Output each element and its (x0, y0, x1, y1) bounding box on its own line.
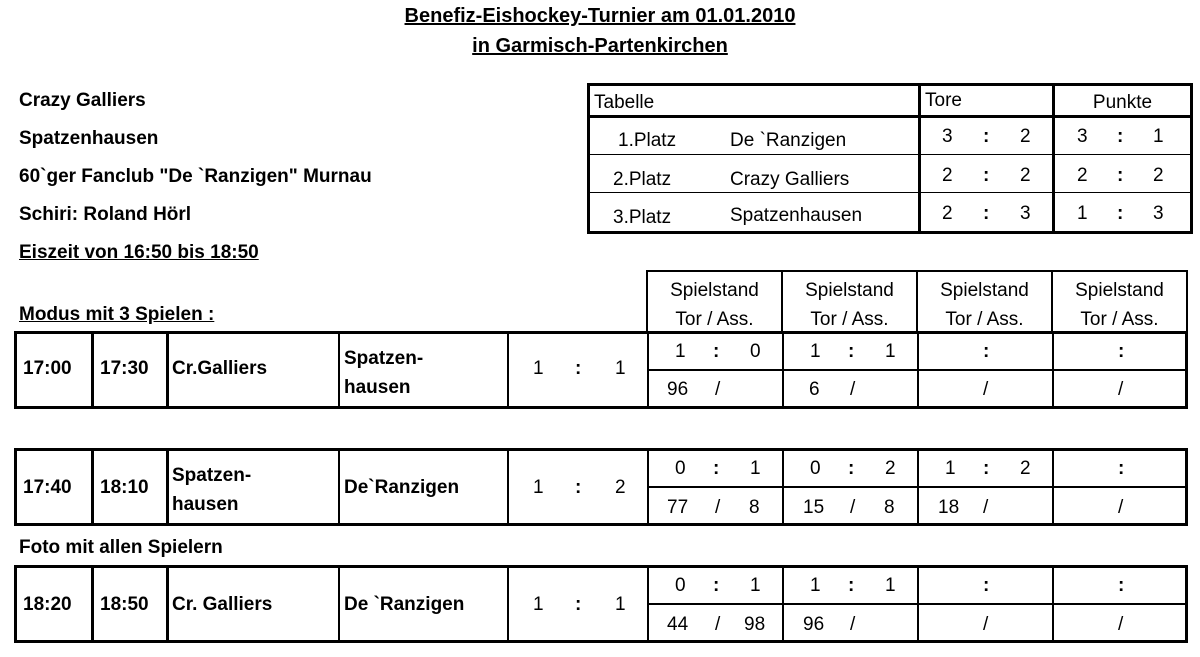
period-tor: 96 (667, 379, 689, 400)
period-slash: / (1118, 497, 1124, 518)
period-slash: / (715, 379, 721, 400)
period-colon: : (983, 575, 990, 596)
game-away-team: De`Ranzigen (344, 477, 460, 498)
period-tor: 6 (809, 379, 820, 400)
score-header-3: Spielstand Tor / Ass. (940, 280, 1029, 330)
score-header-4: Spielstand Tor / Ass. (1075, 280, 1164, 330)
table-colon: : (1117, 126, 1124, 147)
period-ass: 98 (744, 614, 766, 635)
period-colon: : (713, 575, 720, 596)
period-ass: 8 (884, 497, 895, 518)
game-end-time: 18:10 (100, 477, 149, 498)
score-header-2: Spielstand Tor / Ass. (805, 280, 894, 330)
standings-table (587, 83, 1193, 234)
table-team-3: Spatzenhausen (730, 205, 863, 226)
team-name-2: Spatzenhausen (19, 128, 159, 149)
period-slash: / (983, 379, 989, 400)
period-slash: / (1118, 614, 1124, 635)
period-slash: / (850, 379, 856, 400)
score-header-row (646, 270, 1188, 334)
period-colon: : (983, 341, 990, 362)
period-score-b: 1 (750, 575, 761, 596)
table-tore-a-2: 2 (942, 165, 953, 186)
period-slash: / (1118, 379, 1124, 400)
game-home-team: Spatzen- hausen (172, 465, 252, 515)
period-colon: : (848, 341, 855, 362)
game-start-time: 17:00 (23, 358, 72, 379)
table-team-1: De `Ranzigen (730, 130, 847, 151)
period-slash: / (715, 614, 721, 635)
game-row (14, 565, 1188, 643)
table-punkte-b-2: 2 (1153, 165, 1164, 186)
game-score-colon: : (575, 477, 582, 498)
period-slash: / (983, 497, 989, 518)
period-score-a: 1 (675, 341, 686, 362)
period-score-a: 1 (810, 341, 821, 362)
game-home-team: Cr.Galliers (172, 358, 268, 379)
period-score-b: 2 (885, 458, 896, 479)
period-score-b: 1 (885, 575, 896, 596)
table-tore-b-1: 2 (1020, 126, 1031, 147)
photo-label: Foto mit allen Spielern (19, 537, 223, 558)
period-colon: : (848, 575, 855, 596)
game-score-colon: : (575, 358, 582, 379)
period-tor: 18 (938, 497, 960, 518)
game-end-time: 17:30 (100, 358, 149, 379)
table-tore-b-2: 2 (1020, 165, 1031, 186)
period-slash: / (715, 497, 721, 518)
period-colon: : (713, 458, 720, 479)
game-score-a: 1 (533, 358, 544, 379)
period-colon: : (983, 458, 990, 479)
period-slash: / (850, 614, 856, 635)
table-punkte-a-2: 2 (1077, 165, 1088, 186)
game-score-b: 1 (615, 594, 626, 615)
period-score-a: 0 (675, 575, 686, 596)
game-row (14, 331, 1188, 409)
table-colon: : (983, 126, 990, 147)
referee-label: Schiri: Roland Hörl (19, 204, 192, 225)
period-score-a: 1 (810, 575, 821, 596)
period-colon: : (1118, 341, 1125, 362)
period-tor: 96 (803, 614, 825, 635)
period-score-a: 1 (945, 458, 956, 479)
table-colon: : (983, 165, 990, 186)
period-slash: / (850, 497, 856, 518)
table-tore-a-1: 3 (942, 126, 953, 147)
table-place-2: 2.Platz (613, 169, 672, 190)
mode-label: Modus mit 3 Spielen : (19, 304, 215, 325)
period-score-b: 1 (885, 341, 896, 362)
score-header-1: Spielstand Tor / Ass. (670, 280, 759, 330)
table-tore-a-3: 2 (942, 203, 953, 224)
table-punkte-a-3: 1 (1077, 203, 1088, 224)
table-team-2: Crazy Galliers (730, 169, 850, 190)
period-colon: : (1118, 575, 1125, 596)
team-name-1: Crazy Galliers (19, 90, 146, 111)
period-slash: / (983, 614, 989, 635)
game-score-a: 1 (533, 594, 544, 615)
page-title: Benefiz-Eishockey-Turnier am 01.01.2010 (404, 5, 796, 27)
game-start-time: 17:40 (23, 477, 72, 498)
page-subtitle: in Garmisch-Partenkirchen (472, 35, 728, 57)
period-score-b: 0 (750, 341, 761, 362)
game-away-team: De `Ranzigen (344, 594, 465, 615)
period-colon: : (848, 458, 855, 479)
period-ass: 8 (749, 497, 760, 518)
period-score-b: 1 (750, 458, 761, 479)
period-tor: 77 (667, 497, 689, 518)
table-punkte-a-1: 3 (1077, 126, 1088, 147)
game-start-time: 18:20 (23, 594, 72, 615)
table-colon: : (983, 203, 990, 224)
table-header-punkte: Punkte (1092, 92, 1153, 113)
game-score-b: 2 (615, 477, 626, 498)
table-header-tabelle: Tabelle (594, 92, 655, 113)
icetime-label: Eiszeit von 16:50 bis 18:50 (19, 242, 259, 263)
game-score-a: 1 (533, 477, 544, 498)
game-away-team: Spatzen- hausen (344, 348, 424, 398)
period-colon: : (713, 341, 720, 362)
table-place-1: 1.Platz (618, 130, 677, 151)
period-tor: 44 (667, 614, 689, 635)
period-tor: 15 (803, 497, 825, 518)
table-colon: : (1117, 203, 1124, 224)
team-name-3: 60`ger Fanclub "De `Ranzigen" Murnau (19, 166, 372, 187)
period-score-b: 2 (1020, 458, 1031, 479)
table-punkte-b-1: 1 (1153, 126, 1164, 147)
period-score-a: 0 (675, 458, 686, 479)
period-colon: : (1118, 458, 1125, 479)
table-tore-b-3: 3 (1020, 203, 1031, 224)
game-score-b: 1 (615, 358, 626, 379)
table-header-tore: Tore (925, 90, 962, 111)
game-home-team: Cr. Galliers (172, 594, 273, 615)
game-end-time: 18:50 (100, 594, 149, 615)
game-score-colon: : (575, 594, 582, 615)
table-punkte-b-3: 3 (1153, 203, 1164, 224)
table-colon: : (1117, 165, 1124, 186)
table-place-3: 3.Platz (613, 207, 672, 228)
period-score-a: 0 (810, 458, 821, 479)
game-row (14, 448, 1188, 526)
